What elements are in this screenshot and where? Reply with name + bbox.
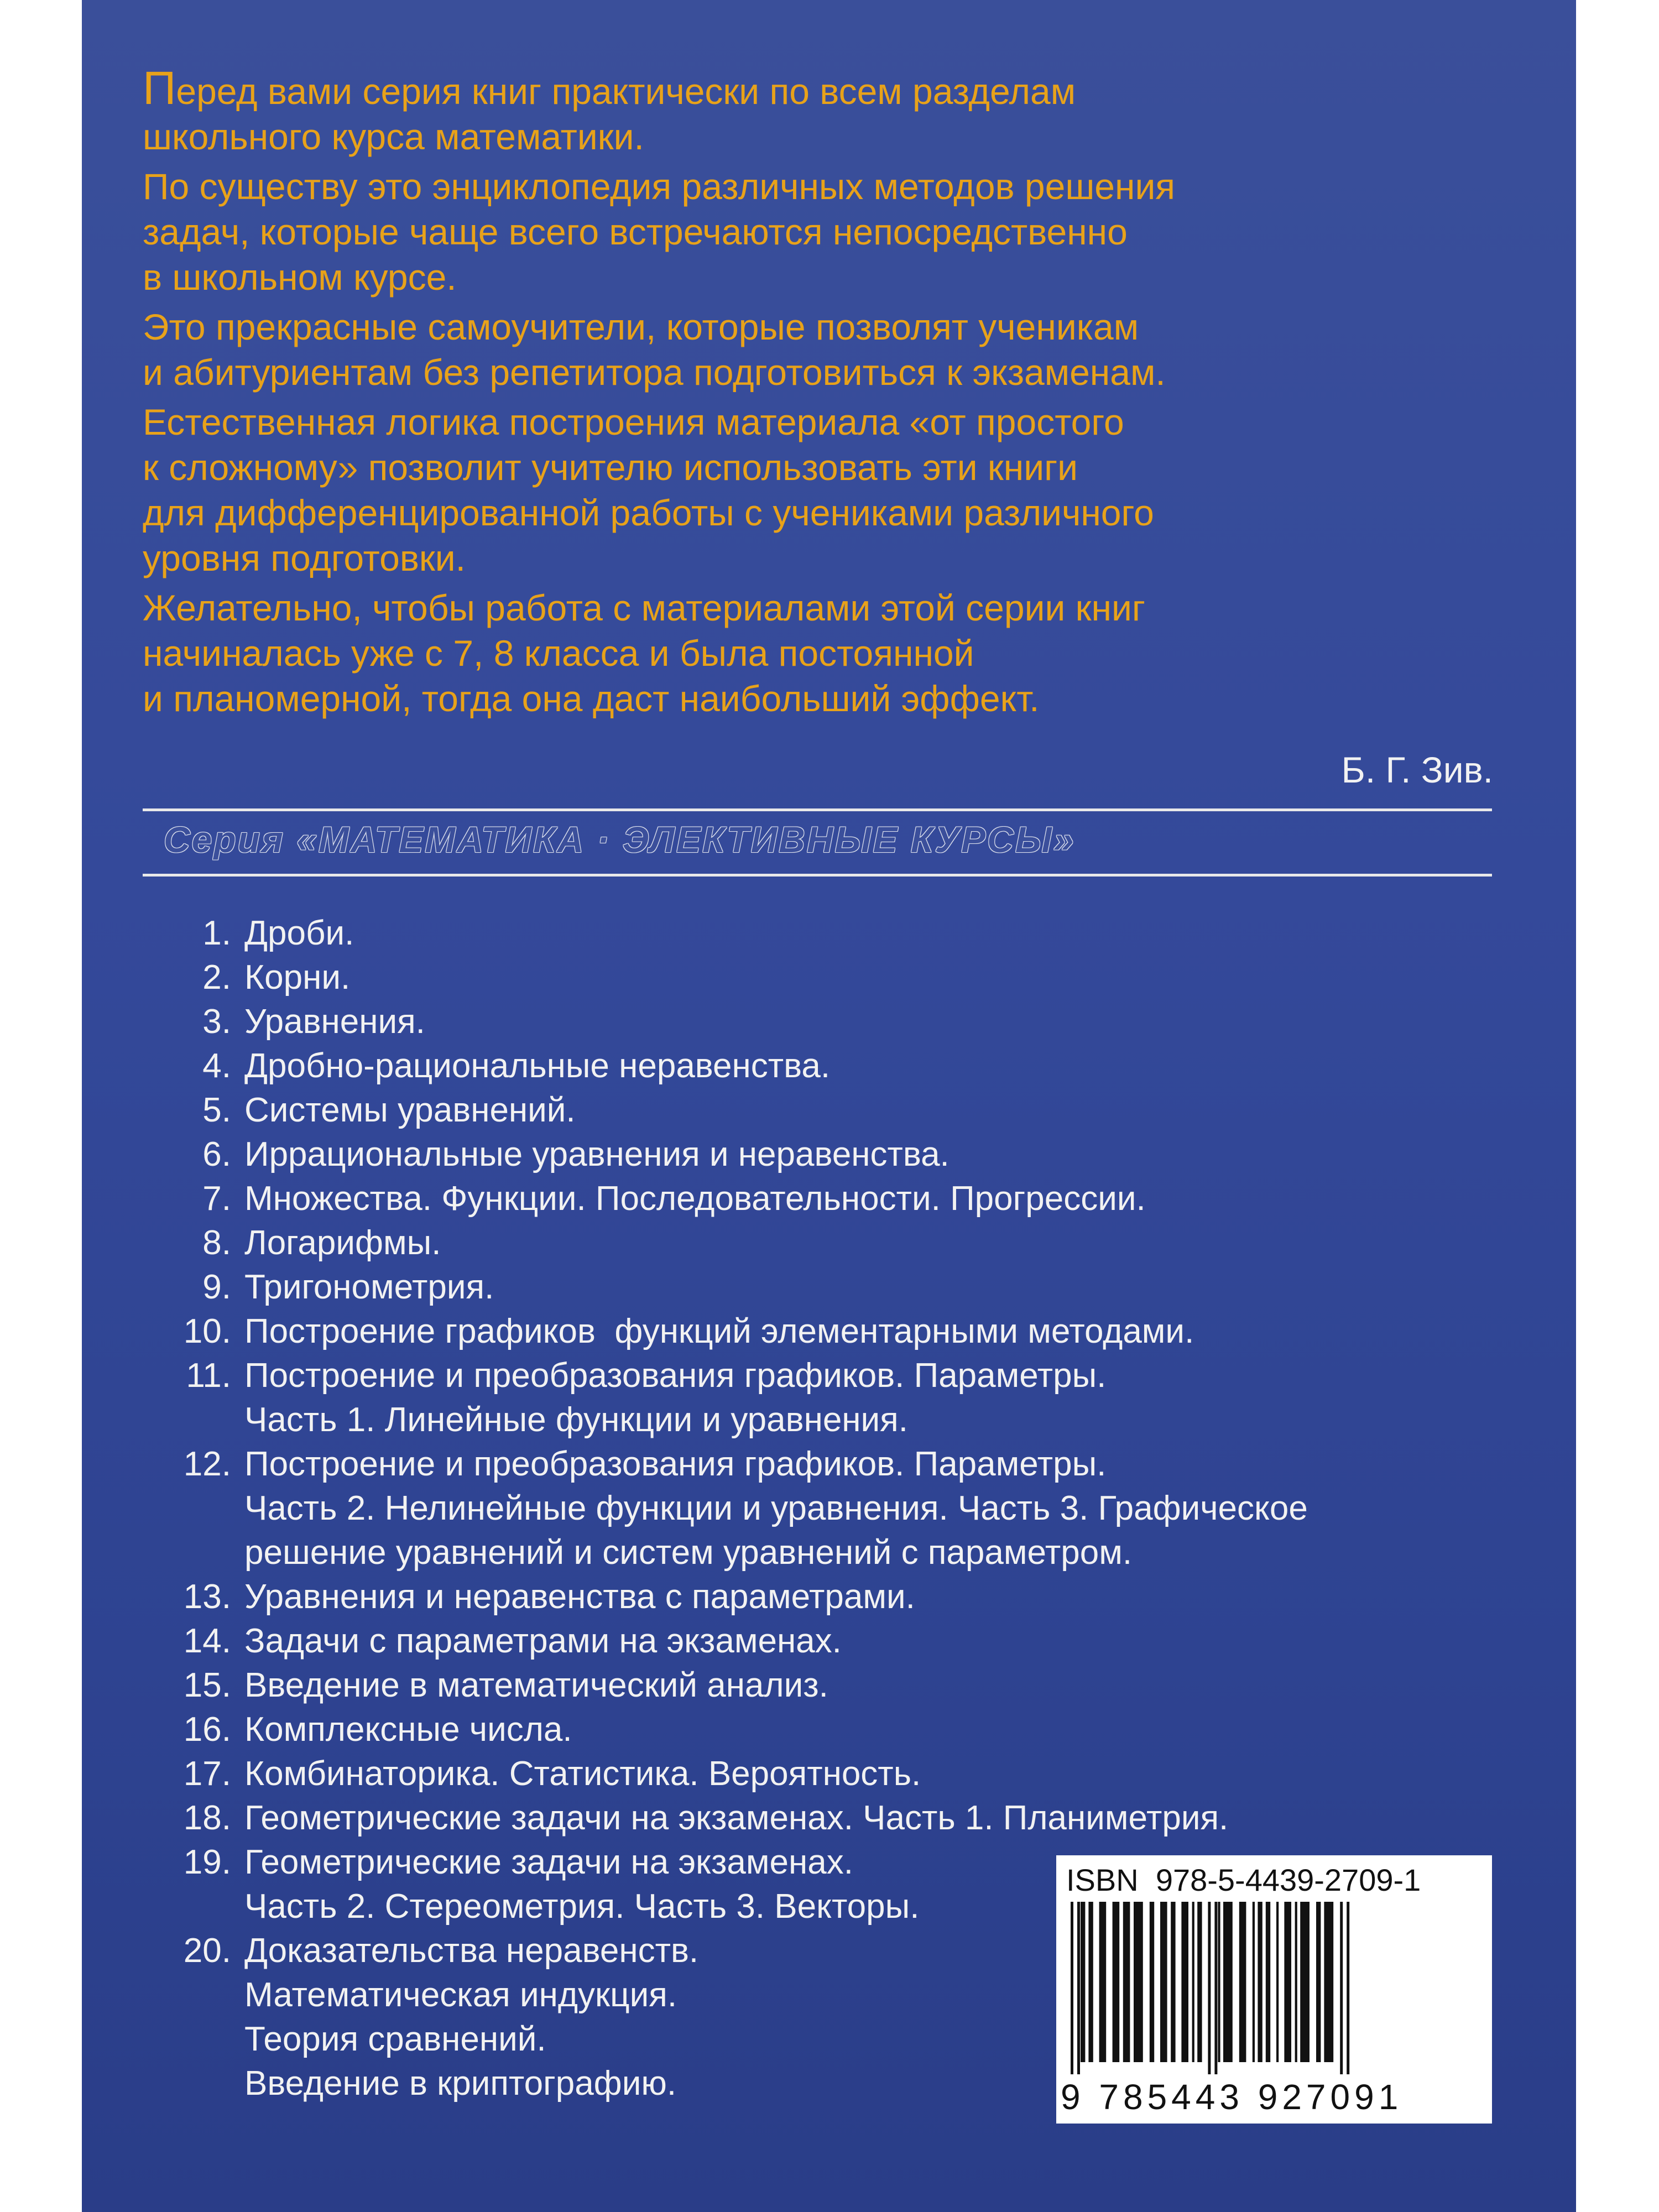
book-number: 8. [202,1224,231,1262]
book-title-line: решение уравнений и систем уравнений с параметром. [244,1533,1133,1572]
book-title-line: Корни. [244,958,351,997]
book-title [244,1044,830,1088]
book-number: 4. [202,1047,231,1085]
author-signature: Б. Г. Зив. [1341,749,1493,790]
book-title-line: Введение в математический анализ. [244,1666,828,1704]
barcode-guard-bar [1214,1902,1217,2074]
book-number: 2. [202,958,231,997]
barcode-bar [1088,1902,1093,2062]
barcode-bar [1099,1902,1107,2062]
book-list-item [143,1265,1576,1310]
intro-line: По существу это энциклопедия различных методов решения [143,166,1176,207]
book-number: 15. [183,1666,231,1704]
book-title [244,1929,698,2106]
divider-bottom [143,874,1492,877]
isbn-barcode [1056,1855,1492,2124]
back-cover [82,0,1576,2212]
intro-text [143,62,1558,726]
book-number: 9. [202,1268,231,1306]
book-title-line: Геометрические задачи на экзаменах. [244,1843,853,1881]
book-title [244,1752,921,1796]
intro-line: задач, которые чаще всего встречаются непосредственно [143,211,1128,252]
book-title [244,1088,576,1133]
barcode-bar [1197,1902,1202,2062]
book-list-item [143,1575,1576,1619]
book-title-line: Уравнения. [244,1003,425,1041]
book-title [244,1177,1146,1221]
intro-line: Желательно, чтобы работа с материалами этой серии книг [143,587,1145,628]
book-title-line: Часть 2. Нелинейные функции и уравнения. Часть 3. Графическое [244,1489,1308,1527]
book-title-line: Иррациональные уравнения и неравенства. [244,1135,950,1173]
book-title [244,1796,1228,1840]
intro-line: и абитуриентам без репетитора подготовиться к экзаменам. [143,352,1166,393]
book-title-line: Задачи с параметрами на экзаменах. [244,1622,842,1660]
book-title-line: Дробно-рациональные неравенства. [244,1047,831,1085]
barcode-guard-bar [1208,1902,1211,2074]
book-title-line: Теория сравнений. [244,2020,546,2058]
book-title [244,1663,828,1708]
barcode-bar [1258,1902,1262,2062]
barcode-bar [1081,1902,1085,2062]
book-title-line: Системы уравнений. [244,1091,576,1129]
book-title [244,911,354,956]
book-list-item [143,1796,1576,1840]
book-title-line: Математическая индукция. [244,1976,677,2014]
book-number: 18. [183,1799,231,1837]
book-title [244,1619,842,1663]
book-title [244,1708,572,1752]
book-title-line: Часть 2. Стереометрия. Часть 3. Векторы. [244,1887,920,1926]
book-list-item [143,911,1576,956]
barcode-bar [1276,1902,1279,2062]
intro-line: Это прекрасные самоучители, которые позволят ученикам [143,306,1139,347]
barcode-bar [1181,1902,1188,2062]
barcode-bar [1218,1902,1220,2062]
barcode-bar [1150,1902,1154,2062]
series-title: Серия «МАТЕМАТИКА · ЭЛЕКТИВНЫЕ КУРСЫ» [164,819,1076,860]
book-title-line: Тригонометрия. [244,1268,494,1306]
book-title-line: Построение графиков функций элементарными методами. [244,1312,1194,1350]
barcode-bar [1134,1902,1143,2062]
barcode-guard-bar [1077,1902,1080,2074]
barcode-bar [1316,1902,1321,2062]
intro-paragraph [143,304,1558,395]
book-title-line: Введение в криптографию. [244,2064,677,2103]
book-number: 16. [183,1710,231,1749]
intro-line: и планомерной, тогда она даст наибольший эффект. [143,678,1040,719]
barcode-bar [1160,1902,1167,2062]
book-number: 6. [202,1135,231,1173]
book-title [244,1221,441,1265]
book-title-line: Построение и преобразования графиков. Параметры. [244,1445,1107,1483]
book-title-line: Построение и преобразования графиков. Параметры. [244,1357,1107,1395]
book-list-item [143,1354,1576,1442]
book-title [244,1354,1106,1442]
book-number: 5. [202,1091,231,1129]
barcode-bar [1300,1902,1310,2062]
isbn-label: ISBN 978-5-4439-2709-1 [1066,1863,1421,1897]
book-list-item [143,1088,1576,1133]
book-list-item [143,1442,1576,1575]
barcode-bar [1223,1902,1233,2062]
intro-line: в школьном курсе. [143,257,457,298]
book-list-item [143,1133,1576,1177]
book-title-line: Дроби. [244,914,354,952]
barcode-bar [1113,1902,1120,2062]
intro-paragraph [143,62,1558,159]
barcode-bar [1324,1902,1333,2062]
book-title-line: Множества. Функции. Последовательности. Прогрессии. [244,1180,1146,1218]
barcode-digits: 9 785443 927091 [1061,2077,1403,2117]
intro-paragraph [143,164,1558,300]
barcode-bar [1266,1902,1270,2062]
book-number: 12. [183,1445,231,1483]
intro-line: к сложному» позволит учителю использовать эти книги [143,447,1078,488]
book-list-item [143,1663,1576,1708]
book-list-item [143,1044,1576,1088]
book-title-line: Уравнения и неравенства с параметрами. [244,1578,915,1616]
book-list-item [143,1000,1576,1044]
book-number: 1. [202,914,231,952]
barcode-bar [1192,1902,1194,2062]
barcode-guard-bar [1071,1902,1073,2074]
barcode-bar [1123,1902,1130,2062]
book-title-line: Доказательства неравенств. [244,1932,699,1970]
book-list-item [143,1708,1576,1752]
book-title [244,1000,425,1044]
book-title [244,1442,1308,1575]
book-title-line: Комбинаторика. Статистика. Вероятность. [244,1755,921,1793]
barcode-bar [1239,1902,1246,2062]
book-title-line: Геометрические задачи на экзаменах. Часть 1. Планиметрия. [244,1799,1229,1837]
book-list-item [143,956,1576,1000]
book-number: 7. [202,1180,231,1218]
book-title [244,1310,1194,1354]
book-title [244,956,350,1000]
barcode-bar [1171,1902,1175,2062]
book-number: 13. [183,1578,231,1616]
barcode-bar [1295,1902,1297,2062]
book-list-item [143,1221,1576,1265]
barcode-bar [1253,1902,1255,2062]
book-title [244,1575,915,1619]
book-title [244,1265,494,1310]
book-title [244,1133,950,1177]
barcode-guard-bar [1347,1902,1349,2074]
barcode-guard-bar [1340,1902,1343,2074]
book-number: 11. [186,1357,231,1395]
intro-paragraph [143,585,1558,721]
book-number: 14. [183,1622,231,1660]
book-title-line: Логарифмы. [244,1224,441,1262]
book-number: 3. [202,1003,231,1041]
book-number: 19. [183,1843,231,1881]
intro-paragraph [143,399,1558,581]
book-list-item [143,1310,1576,1354]
book-list-item [143,1619,1576,1663]
book-title-line: Комплексные числа. [244,1710,572,1749]
book-list-item [143,1752,1576,1796]
divider-top [143,808,1492,811]
intro-line: Естественная логика построения материала «от простого [143,401,1124,442]
book-title [244,1840,919,1929]
intro-line: начиналась уже с 7, 8 класса и была постоянной [143,633,974,674]
book-list-item [143,1177,1576,1221]
intro-line: уровня подготовки. [143,538,466,578]
book-title-line: Часть 1. Линейные функции и уравнения. [244,1401,908,1439]
book-number: 17. [183,1755,231,1793]
intro-line: Перед вами серия книг практически по всем разделам [143,62,1076,114]
barcode-bars [1067,1902,1482,2074]
book-number: 10. [183,1312,231,1350]
book-number: 20. [183,1932,231,1970]
intro-line: школьного курса математики. [143,116,644,157]
intro-line: для дифференцированной работы с учениками различного [143,492,1154,533]
barcode-bar [1284,1902,1291,2062]
